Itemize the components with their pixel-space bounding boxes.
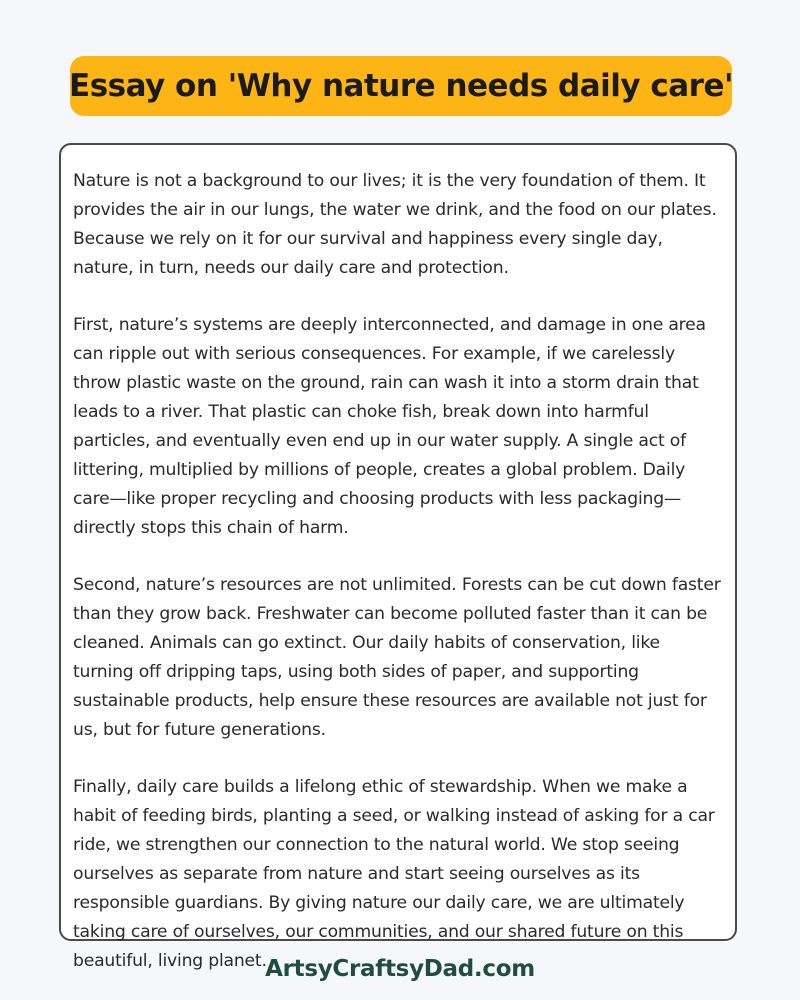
page-title: Essay on 'Why nature needs daily care' <box>69 68 733 104</box>
title-banner <box>70 56 732 116</box>
essay-paragraph-first: First, nature’s systems are deeply interconnected, and damage in one area can ripple out with serious consequences. For example, if we carelessly throw plastic waste on the ground, rain can wash it into a storm drain that leads to a river. That plastic can choke fish, break down into harmful particles, and eventually even end up in our water supply. A single act of littering, multiplied by millions of people, creates a global problem. Daily care—like proper recycling and choosing products with less packaging—directly stops this chain of harm. <box>73 315 706 538</box>
essay-paragraph-second: Second, nature’s resources are not unlimited. Forests can be cut down faster than they grow back. Freshwater can become polluted faster than it can be cleaned. Animals can go extinct. Our daily habits of conservation, like turning off dripping taps, using both sides of paper, and supporting sustainable products, help ensure these resources are available not just for us, but for future generations. <box>73 575 721 740</box>
essay-paragraph-final: Finally, daily care builds a lifelong ethic of stewardship. When we make a habit of feeding birds, planting a seed, or walking instead of asking for a car ride, we strengthen our connection to the natural world. We stop seeing ourselves as separate from nature and start seeing ourselves as its responsible guardians. By giving nature our daily care, we are ultimately taking care of ourselves, our communities, and our shared future on this beautiful, living planet. <box>73 777 715 971</box>
site-credit: ArtsyCraftsyDad.com <box>265 956 535 982</box>
essay-paragraph-intro: Nature is not a background to our lives; it is the very foundation of them. It provides the air in our lungs, the water we drink, and the food on our plates. Because we rely on it for our survival and happiness every single day, nature, in turn, needs our daily care and protection. <box>73 171 717 278</box>
